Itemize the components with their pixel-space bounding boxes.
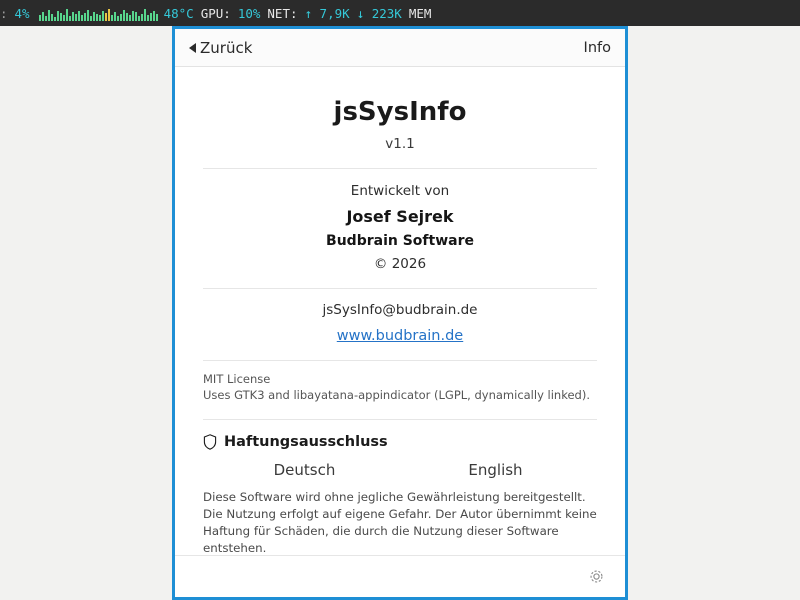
language-option-de[interactable]: Deutsch — [273, 461, 336, 480]
disclaimer-heading: Haftungsausschluss — [224, 434, 388, 451]
page-title: Info — [583, 39, 611, 56]
about-window — [172, 26, 628, 600]
cpu-value: 4% — [14, 5, 30, 21]
language-selector — [203, 461, 597, 479]
website-link[interactable]: www.budbrain.de — [336, 328, 464, 344]
shield-icon — [203, 434, 217, 450]
window-titlebar — [175, 29, 625, 67]
gear-icon[interactable] — [588, 568, 605, 585]
mem-label: MEM — [408, 5, 432, 21]
divider-2 — [203, 288, 597, 289]
license-name: MIT License — [203, 372, 271, 386]
gpu-label: GPU: — [200, 5, 231, 21]
system-monitor-panel — [0, 0, 800, 26]
temperature-value: 48°C — [163, 5, 194, 21]
app-version: v1.1 — [385, 136, 415, 152]
net-download-value: ↓ 223K — [356, 5, 402, 21]
disclaimer-text: Diese Software wird ohne jegliche Gewährleistung bereitgestellt. Die Nutzung erfolgt auf eigene Gefahr. Der Autor übernimmt keine Haftung für Schäden, die durch die Nutzung dieser Software entstehen. — [203, 490, 597, 555]
developer-block — [203, 183, 597, 272]
divider-1 — [203, 168, 597, 169]
gpu-value: 10% — [237, 5, 261, 21]
net-label: NET: — [267, 5, 298, 21]
divider-3 — [203, 360, 597, 361]
app-name: jsSysInfo — [333, 97, 467, 127]
back-button[interactable] — [189, 39, 252, 57]
back-button-label: Zurück — [200, 38, 253, 57]
cpu-meter-graph — [39, 6, 158, 21]
net-upload-value: ↑ 7,9K — [304, 5, 350, 21]
license-dependencies: Uses GTK3 and libayatana-appindicator (LGPL, dynamically linked). — [203, 387, 590, 402]
cpu-label: : — [0, 5, 8, 21]
window-footer — [175, 555, 625, 597]
divider-4 — [203, 419, 597, 420]
language-option-en[interactable]: English — [468, 461, 523, 480]
chevron-left-icon — [189, 43, 196, 53]
contact-email[interactable]: jsSysInfo@budbrain.de — [322, 302, 478, 318]
developed-by-label: Entwickelt von — [350, 183, 450, 199]
contact-block — [203, 302, 597, 344]
author-name: Josef Sejrek — [346, 207, 454, 226]
license-block — [203, 372, 597, 403]
company-name: Budbrain Software — [326, 233, 474, 249]
disclaimer-heading-row — [203, 434, 597, 450]
about-content — [175, 67, 625, 555]
copyright-text: © 2026 — [373, 256, 427, 272]
